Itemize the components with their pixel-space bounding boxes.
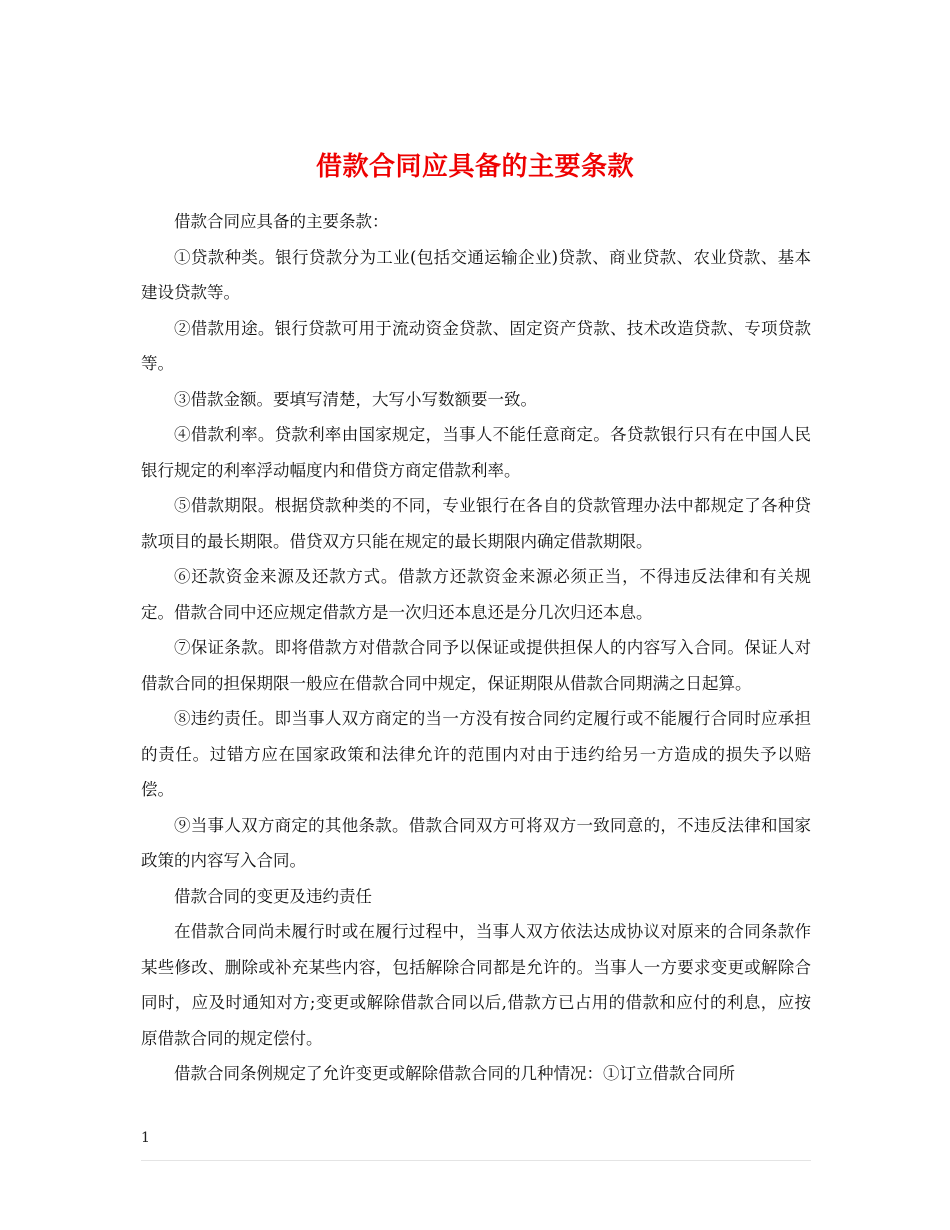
- paragraph-loan-type: ①贷款种类。银行贷款分为工业(包括交通运输企业)贷款、商业贷款、农业贷款、基本建设贷款等。: [141, 247, 811, 302]
- paragraph-guarantee: ⑦保证条款。即将借款方对借款合同予以保证或提供担保人的内容写入合同。保证人对借款合同的担保期限一般应在借款合同中规定，保证期限从借款合同期满之日起算。: [141, 638, 811, 693]
- paragraph-liability: ⑧违约责任。即当事人双方商定的当一方没有按合同约定履行或不能履行合同时应承担的责任。过错方应在国家政策和法律允许的范围内对由于违约给另一方造成的损失予以赔偿。: [141, 709, 811, 799]
- paragraph-interest-rate: ④借款利率。贷款利率由国家规定，当事人不能任意商定。各贷款银行只有在中国人民银行规定的利率浮动幅度内和借贷方商定借款利率。: [141, 425, 811, 480]
- document-body: [141, 204, 811, 1092]
- paragraph-loan-term: ⑤借款期限。根据贷款种类的不同，专业银行在各自的贷款管理办法中都规定了各种贷款项目的最长期限。借贷双方只能在规定的最长期限内确定借款期限。: [141, 496, 811, 551]
- paragraph-changes: 在借款合同尚未履行时或在履行过程中，当事人双方依法达成协议对原来的合同条款作某些修改、删除或补充某些内容，包括解除合同都是允许的。当事人一方要求变更或解除合同时，应及时通知对方;变更或解除借款合同以后,借款方已占用的借款和应付的利息，应按原借款合同的规定偿付。: [141, 922, 811, 1048]
- paragraph-loan-amount: ③借款金额。要填写清楚，大写小写数额要一致。: [174, 389, 537, 409]
- footer-divider: [141, 1160, 811, 1161]
- paragraph-intro: 借款合同应具备的主要条款：: [174, 212, 389, 231]
- paragraph-repayment: ⑥还款资金来源及还款方式。借款方还款资金来源必须正当，不得违反法律和有关规定。借款合同中还应规定借款方是一次归还本息还是分几次归还本息。: [141, 567, 811, 622]
- document-title: 借款合同应具备的主要条款: [315, 152, 634, 183]
- paragraph-other-terms: ⑨当事人双方商定的其他条款。借款合同双方可将双方一致同意的，不违反法律和国家政策的内容写入合同。: [141, 815, 811, 870]
- section-heading-changes: 借款合同的变更及违约责任: [174, 886, 372, 906]
- page-number: 1: [141, 1130, 150, 1146]
- paragraph-loan-purpose: ②借款用途。银行贷款可用于流动资金贷款、固定资产贷款、技术改造贷款、专项贷款等。: [141, 318, 811, 373]
- paragraph-change-conditions: 借款合同条例规定了允许变更或解除借款合同的几种情况：①订立借款合同所: [174, 1064, 735, 1083]
